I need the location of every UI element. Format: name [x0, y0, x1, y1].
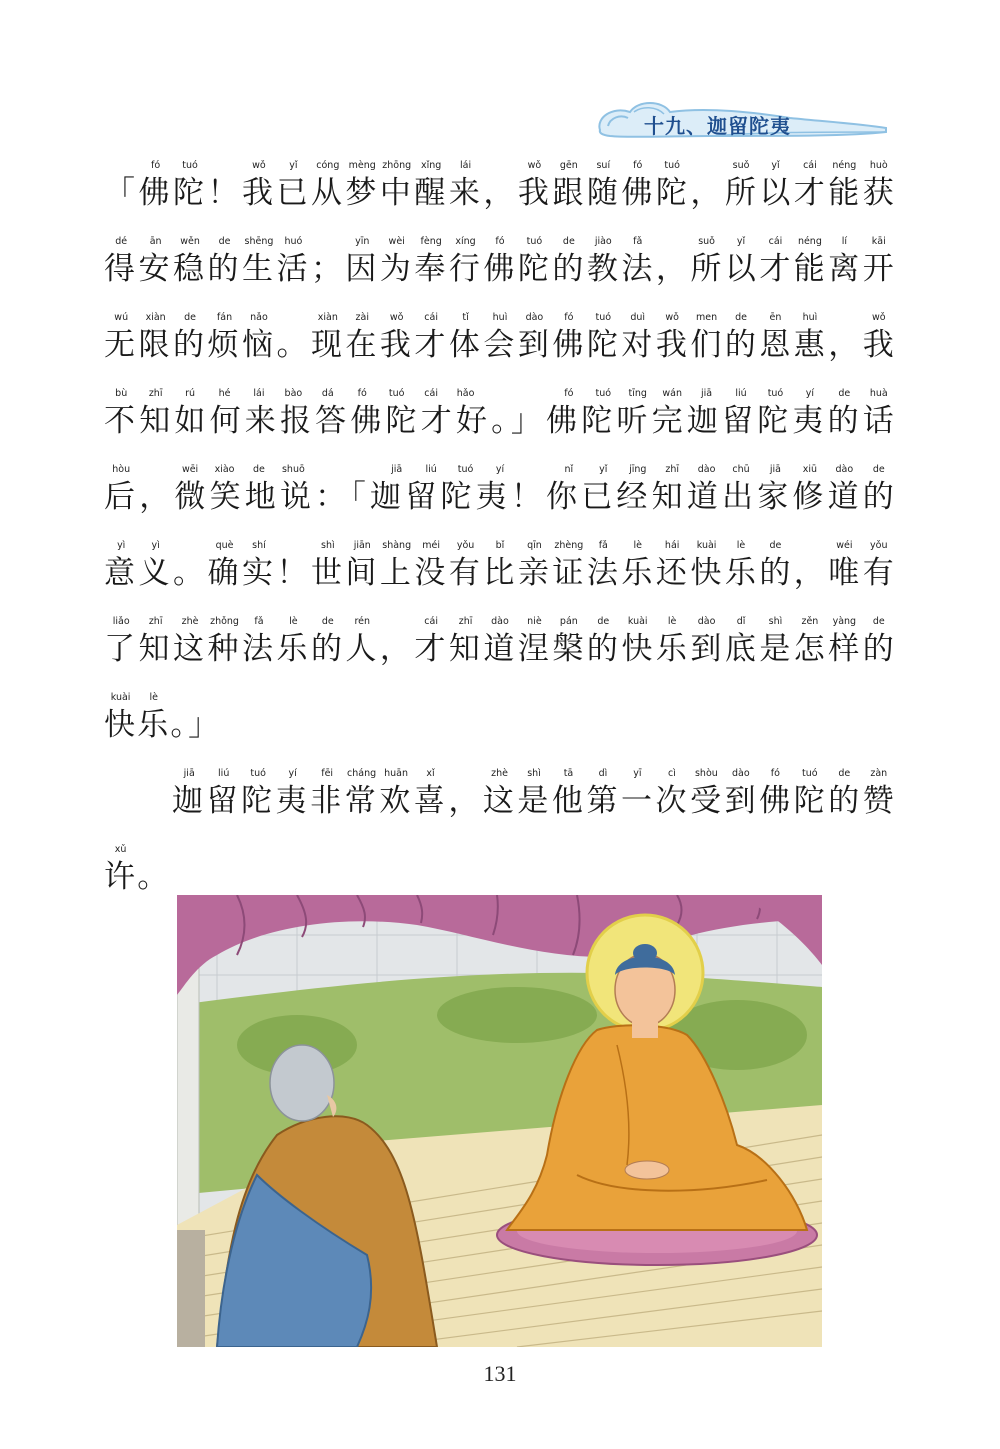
- pinyin-annotation: niè: [527, 616, 542, 627]
- hanzi-text: 不知如何来报答佛陀才好。」佛陀听完迦留陀夷的话: [104, 403, 896, 439]
- pinyin-annotation: hái: [664, 540, 680, 551]
- pinyin-annotation: lè: [149, 692, 159, 703]
- text-line: [104, 384, 894, 460]
- pinyin-annotation: men: [696, 312, 718, 323]
- pinyin-annotation: lè: [736, 540, 746, 551]
- pinyin-annotation: cóng: [316, 160, 340, 171]
- pinyin-annotation: yí: [495, 464, 505, 475]
- pinyin-annotation: fó: [495, 236, 505, 247]
- pinyin-annotation: de: [562, 236, 575, 247]
- pinyin-annotation: ēn: [769, 312, 782, 323]
- pinyin-annotation: dǐ: [736, 616, 746, 627]
- pinyin-annotation: huó: [284, 236, 303, 247]
- pinyin-annotation: dào: [732, 768, 750, 779]
- text-line: [104, 232, 894, 308]
- pinyin-annotation: chū: [732, 464, 750, 475]
- pinyin-annotation: yǐ: [599, 464, 608, 475]
- pinyin-annotation: shì: [527, 768, 541, 779]
- pinyin-annotation: bǐ: [495, 540, 505, 551]
- pinyin-annotation: fó: [151, 160, 161, 171]
- pinyin-annotation: zài: [355, 312, 369, 323]
- hanzi-text: 意义。确实！世间上没有比亲证法乐还快乐的，唯有: [104, 555, 896, 591]
- pinyin-annotation: zàn: [870, 768, 888, 779]
- pinyin-annotation: xǔ: [114, 844, 127, 855]
- pinyin-annotation: fó: [357, 388, 367, 399]
- pinyin-annotation: zhǒng: [210, 616, 239, 627]
- hanzi-text: 快乐。」: [104, 707, 222, 743]
- buddha-teaching-image: [177, 895, 822, 1347]
- pinyin-annotation: xíng: [455, 236, 476, 247]
- pinyin-annotation: kuài: [110, 692, 131, 703]
- pinyin-annotation: shòu: [694, 768, 718, 779]
- pinyin-annotation: jiā: [391, 464, 403, 475]
- pinyin-annotation: tīng: [628, 388, 647, 399]
- pinyin-annotation: méi: [422, 540, 440, 551]
- pinyin-annotation: xiào: [214, 464, 235, 475]
- pinyin-annotation: hé: [218, 388, 231, 399]
- pinyin-annotation: liú: [425, 464, 437, 475]
- pinyin-annotation: fǎ: [254, 616, 264, 627]
- pinyin-annotation: néng: [832, 160, 857, 171]
- pinyin-annotation: tuó: [595, 312, 612, 323]
- pinyin-annotation: kuài: [696, 540, 717, 551]
- pinyin-annotation: huà: [869, 388, 888, 399]
- pinyin-annotation: fēi: [321, 768, 334, 779]
- pinyin-annotation: bù: [115, 388, 128, 399]
- pinyin-annotation: wèi: [388, 236, 405, 247]
- hanzi-text: 了知这种法乐的人，才知道涅槃的快乐到底是怎样的: [104, 631, 896, 667]
- pinyin-annotation: yǒu: [456, 540, 475, 551]
- hanzi-text: 「佛陀！我已从梦中醒来，我跟随佛陀，所以才能获: [104, 175, 896, 211]
- pinyin-annotation: shàng: [382, 540, 412, 551]
- pinyin-annotation: xiū: [802, 464, 818, 475]
- chapter-header: [590, 96, 890, 148]
- pinyin-annotation: nǎo: [250, 312, 268, 323]
- pinyin-annotation: ān: [149, 236, 162, 247]
- pinyin-annotation: dào: [525, 312, 544, 323]
- hanzi-text: 无限的烦恼。现在我才体会到佛陀对我们的恩惠，我: [104, 327, 896, 363]
- pinyin-annotation: wǒ: [252, 160, 266, 171]
- pinyin-annotation: duì: [630, 312, 646, 323]
- pinyin-annotation: zhī: [148, 616, 163, 627]
- pinyin-annotation: tuó: [250, 768, 266, 779]
- pinyin-annotation: fán: [216, 312, 233, 323]
- pinyin-annotation: cái: [768, 236, 783, 247]
- pinyin-annotation: yí: [805, 388, 815, 399]
- pinyin-annotation: de: [321, 616, 334, 627]
- pinyin-annotation: suǒ: [698, 236, 715, 247]
- pinyin-annotation: dé: [115, 236, 128, 247]
- pinyin-annotation: fèng: [420, 236, 442, 247]
- pinyin-annotation: hǎo: [456, 388, 475, 399]
- chapter-title: 十九、迦留陀夷: [644, 114, 791, 138]
- pinyin-annotation: wǒ: [527, 160, 542, 171]
- pinyin-annotation: liú: [218, 768, 230, 779]
- text-line: [104, 612, 894, 688]
- pinyin-annotation: de: [838, 388, 851, 399]
- pinyin-annotation: rén: [354, 616, 371, 627]
- pinyin-annotation: hòu: [112, 464, 131, 475]
- text-line: [104, 688, 894, 764]
- pinyin-annotation: dì: [598, 768, 608, 779]
- pinyin-annotation: huān: [384, 768, 409, 779]
- pinyin-annotation: tuó: [457, 464, 474, 475]
- pinyin-annotation: dá: [321, 388, 334, 399]
- pinyin-annotation: zěn: [801, 616, 819, 627]
- pinyin-annotation: wán: [662, 388, 682, 399]
- pinyin-annotation: cháng: [347, 768, 377, 779]
- pinyin-annotation: qīn: [527, 540, 542, 551]
- pinyin-annotation: fó: [564, 388, 574, 399]
- page-number: 131: [483, 1361, 517, 1386]
- pinyin-annotation: tuó: [388, 388, 405, 399]
- pinyin-annotation: wěn: [180, 236, 200, 247]
- pinyin-annotation: zhèng: [554, 540, 584, 551]
- pinyin-annotation: zhè: [181, 616, 199, 627]
- pinyin-annotation: liú: [735, 388, 747, 399]
- pinyin-annotation: de: [838, 768, 851, 779]
- pinyin-annotation: dào: [697, 616, 716, 627]
- pinyin-annotation: tǐ: [462, 312, 469, 323]
- pinyin-annotation: shuō: [281, 464, 305, 475]
- pinyin-annotation: jiào: [594, 236, 612, 247]
- pinyin-annotation: yǒu: [870, 540, 888, 551]
- pinyin-annotation: xǐng: [420, 160, 442, 171]
- text-line: [104, 156, 894, 232]
- pinyin-annotation: néng: [797, 236, 822, 247]
- pinyin-annotation: dào: [835, 464, 854, 475]
- pinyin-annotation: gēn: [559, 160, 578, 171]
- text-line: [104, 308, 894, 384]
- text-line: [104, 764, 894, 840]
- pinyin-annotation: cái: [803, 160, 817, 171]
- pinyin-annotation: de: [769, 540, 782, 551]
- pinyin-annotation: cái: [424, 312, 438, 323]
- pinyin-annotation: de: [218, 236, 231, 247]
- hanzi-text: 迦留陀夷非常欢喜，这是他第一次受到佛陀的赞: [172, 783, 896, 819]
- pinyin-annotation: de: [735, 312, 747, 323]
- pinyin-annotation: kuài: [627, 616, 648, 627]
- pinyin-annotation: zhī: [665, 464, 679, 475]
- pinyin-annotation: yí: [288, 768, 297, 779]
- pinyin-annotation: què: [215, 540, 234, 551]
- pinyin-annotation: huì: [492, 312, 508, 323]
- pinyin-annotation: lè: [289, 616, 298, 627]
- pinyin-annotation: wéi: [836, 540, 853, 551]
- pinyin-annotation: wǒ: [871, 312, 886, 323]
- pinyin-annotation: yǐ: [736, 236, 746, 247]
- pinyin-annotation: shì: [321, 540, 335, 551]
- pinyin-annotation: huò: [869, 160, 888, 171]
- pinyin-annotation: nǐ: [564, 464, 574, 475]
- pinyin-annotation: de: [253, 464, 265, 475]
- pinyin-annotation: shí: [252, 540, 266, 551]
- pinyin-annotation: fó: [633, 160, 643, 171]
- pinyin-annotation: de: [597, 616, 610, 627]
- pinyin-annotation: fǎ: [633, 236, 643, 247]
- pinyin-annotation: zhī: [148, 388, 163, 399]
- pinyin-annotation: yīn: [355, 236, 370, 247]
- pinyin-annotation: jiān: [353, 540, 371, 551]
- pinyin-annotation: xiàn: [317, 312, 338, 323]
- pinyin-annotation: shēng: [244, 236, 274, 247]
- pinyin-annotation: wǒ: [389, 312, 404, 323]
- pinyin-annotation: lái: [460, 160, 472, 171]
- pinyin-annotation: suí: [596, 160, 611, 171]
- pinyin-annotation: wēi: [181, 464, 199, 475]
- hanzi-text: 后，微笑地说：「迦留陀夷！你已经知道出家修道的: [104, 479, 896, 515]
- pinyin-annotation: jīng: [629, 464, 647, 475]
- pinyin-annotation: tuó: [526, 236, 543, 247]
- pinyin-annotation: huì: [802, 312, 818, 323]
- pinyin-annotation: mèng: [348, 160, 376, 171]
- pinyin-annotation: fó: [564, 312, 574, 323]
- pinyin-annotation: tā: [563, 768, 574, 779]
- illustration-buddha-and-monk: [177, 895, 822, 1347]
- story-text: [104, 156, 904, 916]
- pinyin-annotation: liǎo: [112, 616, 130, 627]
- pinyin-annotation: yì: [117, 540, 126, 551]
- pinyin-annotation: yī: [633, 768, 642, 779]
- pinyin-annotation: jiā: [701, 388, 713, 399]
- pinyin-annotation: cái: [424, 388, 438, 399]
- hanzi-text: 许。: [104, 859, 171, 895]
- pinyin-annotation: jiā: [183, 768, 195, 779]
- pinyin-annotation: tuó: [664, 160, 680, 171]
- pinyin-annotation: de: [184, 312, 197, 323]
- pinyin-annotation: suǒ: [732, 160, 750, 171]
- pinyin-annotation: lái: [253, 388, 265, 399]
- pinyin-annotation: wú: [114, 312, 129, 323]
- pinyin-annotation: fǎ: [598, 540, 608, 551]
- pinyin-annotation: fó: [770, 768, 780, 779]
- pinyin-annotation: xǐ: [426, 768, 435, 779]
- pinyin-annotation: de: [872, 616, 885, 627]
- text-line: [104, 536, 894, 612]
- pinyin-annotation: wǒ: [665, 312, 679, 323]
- pinyin-annotation: tuó: [802, 768, 818, 779]
- pinyin-annotation: tuó: [767, 388, 784, 399]
- pinyin-annotation: cái: [424, 616, 438, 627]
- pinyin-annotation: yǐ: [771, 160, 780, 171]
- pinyin-annotation: jiā: [769, 464, 782, 475]
- pinyin-annotation: de: [872, 464, 885, 475]
- pinyin-annotation: lè: [633, 540, 642, 551]
- pinyin-annotation: dào: [697, 464, 716, 475]
- pinyin-annotation: zhè: [491, 768, 508, 779]
- pinyin-annotation: zhōng: [382, 160, 412, 171]
- pinyin-annotation: lí: [841, 236, 847, 247]
- pinyin-annotation: yì: [151, 540, 160, 551]
- pinyin-annotation: pán: [559, 616, 578, 627]
- text-line: [104, 460, 894, 536]
- pinyin-annotation: yǐ: [289, 160, 298, 171]
- pinyin-annotation: lè: [667, 616, 677, 627]
- hanzi-text: 得安稳的生活；因为奉行佛陀的教法，所以才能离开: [104, 251, 896, 287]
- pinyin-annotation: cì: [667, 768, 676, 779]
- pinyin-annotation: tuó: [182, 160, 198, 171]
- pinyin-annotation: tuó: [595, 388, 612, 399]
- pinyin-annotation: xiàn: [145, 312, 166, 323]
- pinyin-annotation: zhī: [458, 616, 473, 627]
- pinyin-annotation: shì: [768, 616, 783, 627]
- pinyin-annotation: dào: [491, 616, 509, 627]
- pinyin-annotation: bào: [284, 388, 303, 399]
- pinyin-annotation: yàng: [832, 616, 857, 627]
- pinyin-annotation: rú: [185, 388, 196, 399]
- pinyin-annotation: kāi: [871, 236, 886, 247]
